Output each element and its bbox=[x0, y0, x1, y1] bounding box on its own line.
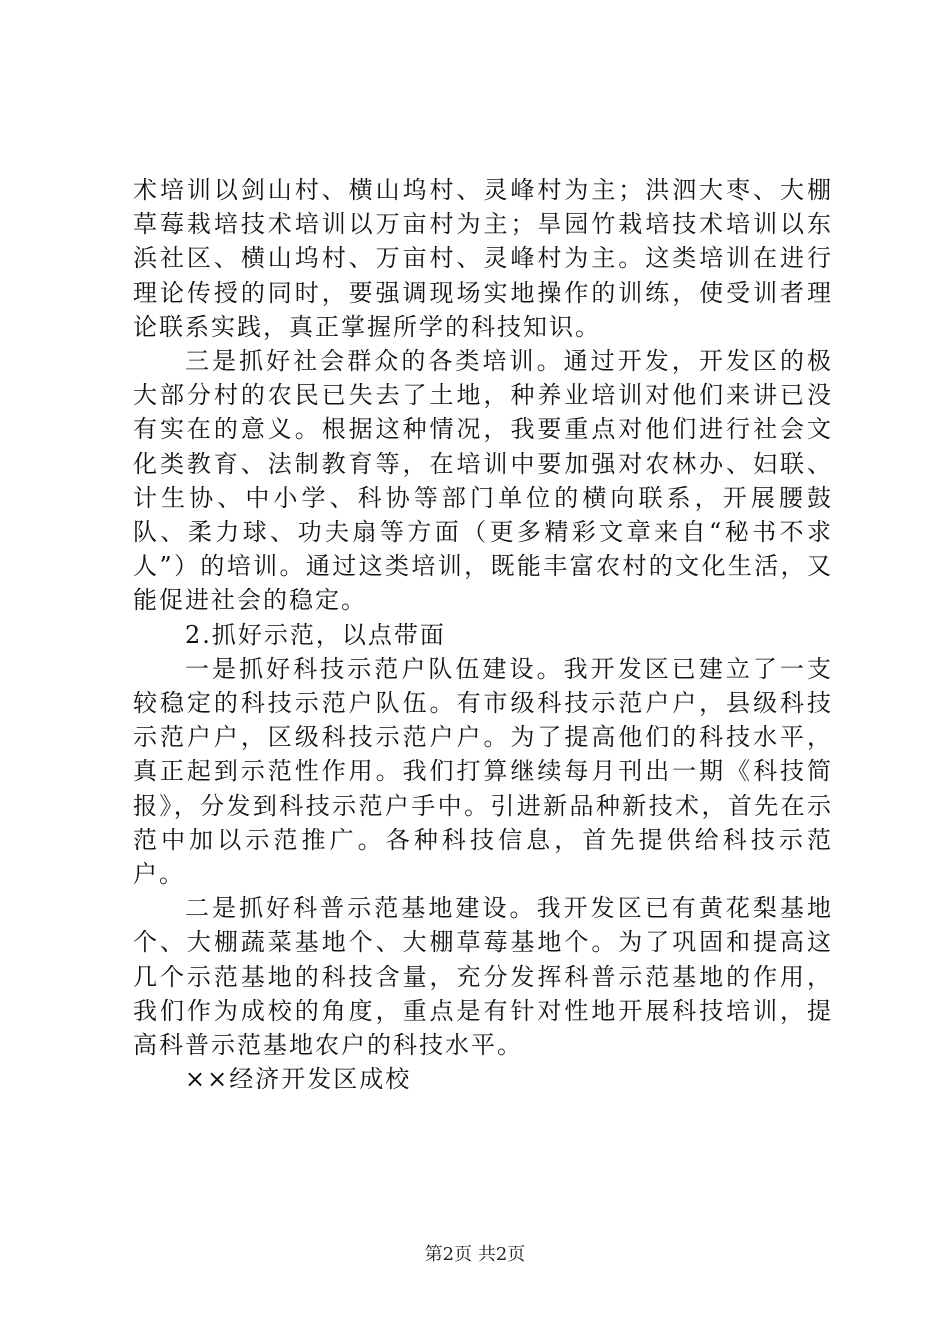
paragraph-public-training: 三是抓好社会群众的各类培训。通过开发，开发区的极大部分村的农民已失去了土地，种养业培训对他们来讲已没有实在的意义。根据这种情况，我要重点对他们进行社会文化类教育、法制教育等，在培训中要加强对农林办、妇联、计生协、中小学、科协等部门单位的横向联系，开展腰鼓队、柔力球、功夫扇等方面（更多精彩文章来自“秘书不求人”）的培训。通过这类培训，既能丰富农村的文化生活，又能促进社会的稳定。 bbox=[133, 347, 833, 615]
paragraph-demo-bases: 二是抓好科普示范基地建设。我开发区已有黄花梨基地个、大棚蔬菜基地个、大棚草莓基地个。为了巩固和提高这几个示范基地的科技含量，充分发挥科普示范基地的作用，我们作为成校的角度，重点是有针对性地开展科技培训，提高科普示范基地农户的科技水平。 bbox=[133, 894, 833, 1060]
signature-organization: ××经济开发区成校 bbox=[185, 1065, 412, 1094]
paragraph-training-villages: 术培训以剑山村、横山坞村、灵峰村为主；洪泗大枣、大棚草莓栽培技术培训以万亩村为主；旱园竹栽培技术培训以东浜社区、横山坞村、万亩村、灵峰村为主。这类培训在进行理论传授的同时，要强调现场实地操作的训练，使受训者理论联系实践，真正掌握所学的科技知识。 bbox=[133, 176, 833, 341]
section-heading-demonstration: 2.抓好示范，以点带面 bbox=[185, 620, 446, 649]
page-footer: 第2页 共2页 bbox=[424, 1244, 526, 1265]
paragraph-demo-households: 一是抓好科技示范户队伍建设。我开发区已建立了一支较稳定的科技示范户队伍。有市级科技示范户户，县级科技示范户户，区级科技示范户户。为了提高他们的科技水平，真正起到示范性作用。我们打算继续每月刊出一期《科技简报》，分发到科技示范户手中。引进新品种新技术，首先在示范中加以示范推广。各种科技信息，首先提供给科技示范户。 bbox=[133, 654, 833, 889]
document-body bbox=[133, 173, 833, 1096]
